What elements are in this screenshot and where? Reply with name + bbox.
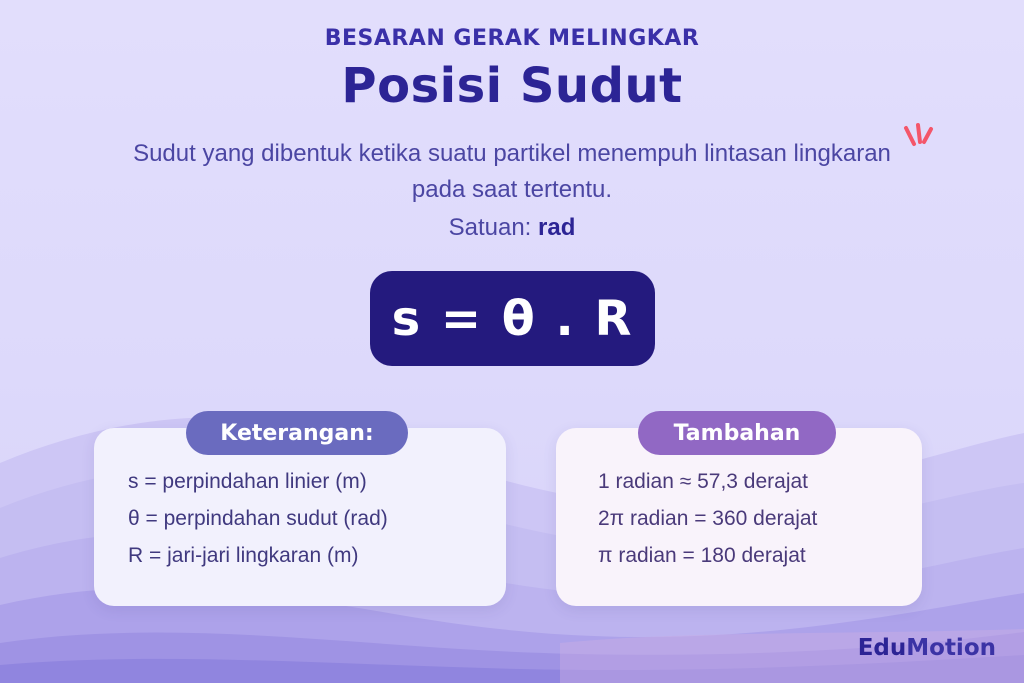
unit-value: rad xyxy=(538,214,576,241)
unit-label: Satuan: xyxy=(448,214,539,241)
unit-line xyxy=(112,210,912,246)
description-line-2: lingkaran pada saat tertentu. xyxy=(411,140,891,203)
card-keterangan-title: Keterangan: xyxy=(186,411,408,455)
card-tambahan-lines xyxy=(598,463,918,574)
list-item: 2π radian = 360 derajat xyxy=(598,507,818,530)
description-block xyxy=(112,136,912,246)
card-keterangan-lines xyxy=(128,463,488,574)
list-item: π radian = 180 derajat xyxy=(598,544,806,567)
list-item: 1 radian ≈ 57,3 derajat xyxy=(598,470,808,493)
list-item: s = perpindahan linier (m) xyxy=(128,470,367,493)
page-title: Posisi Sudut xyxy=(341,58,683,114)
list-item: θ = perpindahan sudut (rad) xyxy=(128,507,388,530)
section-eyebrow: BESARAN GERAK MELINGKAR xyxy=(324,26,700,51)
formula-box: s = θ . R xyxy=(370,271,655,366)
list-item: R = jari-jari lingkaran (m) xyxy=(128,544,359,567)
brand-logo xyxy=(858,635,996,661)
brand-part-1: Edu xyxy=(857,635,907,661)
card-tambahan-title: Tambahan xyxy=(638,411,836,455)
brand-part-2: Motion xyxy=(906,635,996,661)
spark-icon xyxy=(898,122,938,156)
description-line-1: Sudut yang dibentuk ketika suatu partikel menempuh lintasan xyxy=(133,140,787,167)
